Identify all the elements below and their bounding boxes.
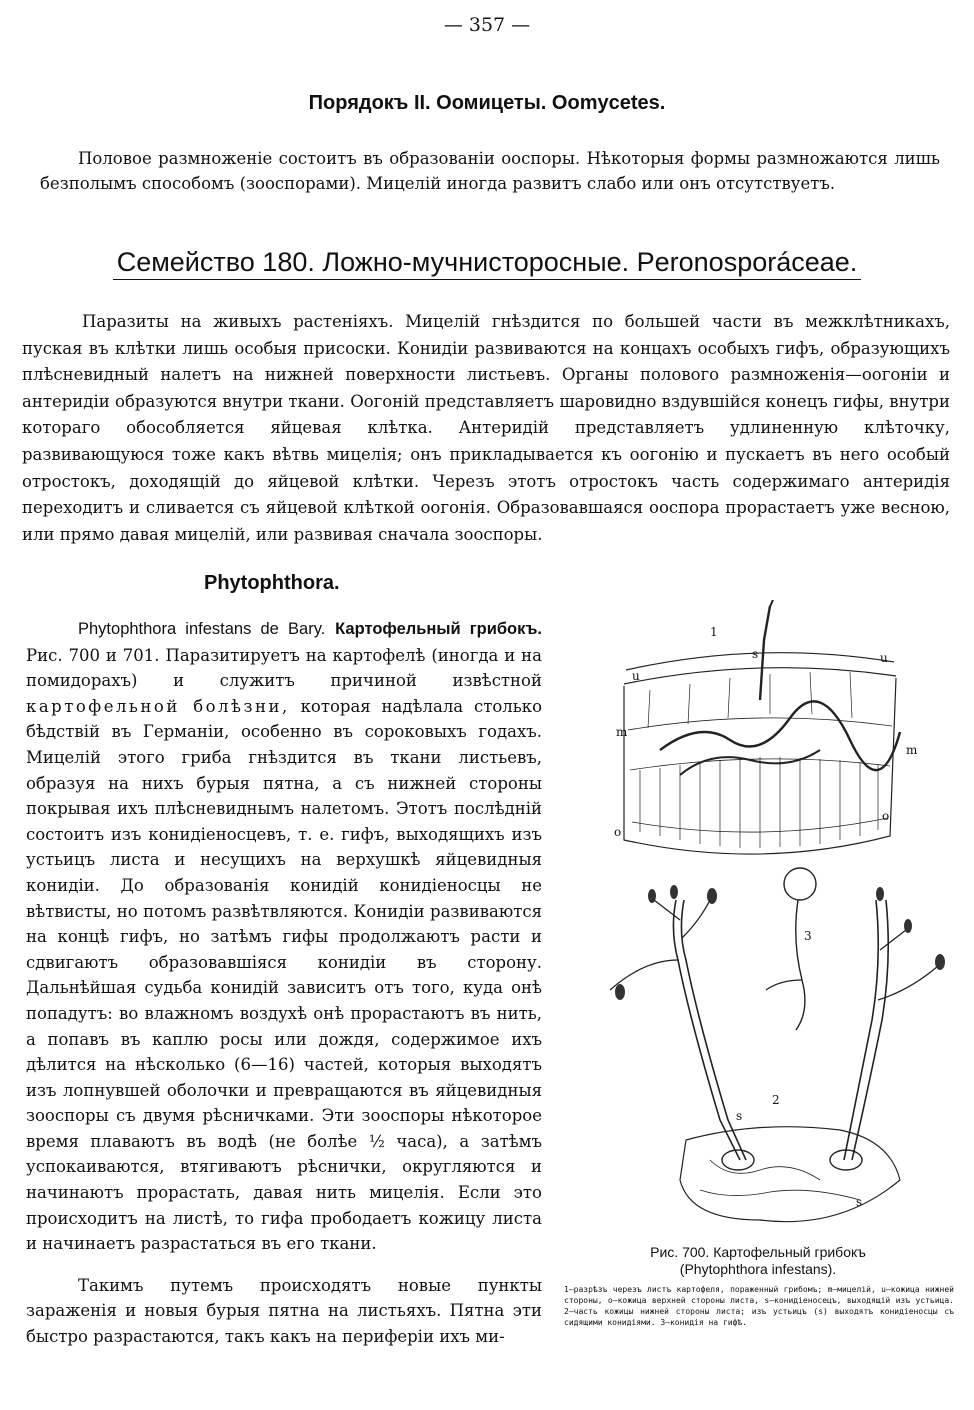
figure-legend: 1—разрѣзъ черезъ листъ картофеля, пораженный грибомъ; m—мицелій, u—кожица нижней стороны, o—кожица верхней стороны листа, s—конидіеносецъ, выходящій изъ устьица. 2—часть кожицы нижней стороны листа; изъ устьицъ (s) выходятъ конидіеносцы съ сидящими конидіями. 3—конидія на гифѣ. bbox=[564, 1285, 954, 1327]
species-text-2: которая надѣлала столько бѣдствій въ Германіи, особенно въ сороковыхъ годахъ. Мицелій этого гриба гнѣздится въ ткани листьевъ, образуя на нихъ бурыя пятна, а съ нижней стороны покрывая ихъ плѣсневиднымъ налетомъ. Этотъ послѣдній состоитъ изъ конидіеносцевъ, т. е. гифъ, выходящихъ изъ устьицъ листа и несущихъ на верхушкѣ яйцевидныя конидіи. До образованія конидій конидіеносцы не вѣтвисты, но потомъ развѣтвляются. Конидіи развиваются на концѣ гифъ, но затѣмъ гифы продолжаютъ расти и сдвигаютъ образовавшіяся конидіи въ сторону. Дальнѣйшая судьба конидій зависитъ отъ того, куда онѣ попадутъ: во влажномъ воздухѣ онѣ прорастаютъ въ нить, а попавъ въ каплю росы или дождя, содержимое ихъ дѣлится на нѣсколько (6—16) частей, которыя выходятъ изъ лопнувшей оболочки и превращаются въ яйцевидныя зооспоры съ двумя рѣсничками. Эти зооспоры нѣкоторое время плаваютъ въ водѣ (не болѣе ½ часа), а затѣмъ успокаиваются, втягиваютъ рѣснички, округляются и начинаютъ прорастать, давая нить мицелія. Если это происходитъ на листѣ, то гифа прободаетъ кожицу листа и начинаетъ разрастаться въ его ткани. bbox=[26, 696, 542, 1254]
figure-label-m-left: m bbox=[616, 725, 628, 739]
family-description-paragraph: Паразиты на живыхъ растеніяхъ. Мицелій гнѣздится по большей части въ межклѣтникахъ, пуская въ клѣтки лишь особыя присоски. Конидіи развиваются на концахъ особыхъ гифъ, образующихъ плѣсневидный налетъ на нижней поверхности листьевъ. Органы полового размноженія—оогоніи и антеридіи образуются внутри ткани. Оогоній представляетъ шаровидно вздувшійся конецъ гифы, внутри котораго обособляется яйцевая клѣтка. Антеридій представляетъ удлиненную клѣточку, развивающуюся тоже какъ вѣтвь мицелія; онъ прикладывается къ оогонію и пускаетъ въ него особый отростокъ, доходящій до яйцевой клѣтки. Черезъ этотъ отростокъ часть содержимаго антеридія переходитъ и сливается съ яйцевой клѣткой оогонія. Образовавшаяся ооспора прорастаетъ уже весною, или прямо давая мицелій, или развивая сначала зооспоры. bbox=[22, 312, 950, 544]
page-number: — 357 — bbox=[443, 14, 531, 36]
disease-name: картофельной болѣзни, bbox=[26, 696, 290, 716]
genus-heading: Phytophthora. bbox=[204, 572, 340, 594]
figure-label-o-right: o bbox=[882, 809, 890, 823]
figure-label-2: 2 bbox=[772, 1093, 780, 1107]
species-text-1: Рис. 700 и 701. Паразитируетъ на картофелѣ (иногда и на помидорахъ) и служитъ причиной извѣстной bbox=[26, 645, 542, 691]
figure-label-o-left: o bbox=[614, 825, 622, 839]
figure-label-u-left: u bbox=[632, 669, 640, 683]
species-latin-name: Phytophthora infestans de Bary. bbox=[78, 620, 326, 638]
figure-caption bbox=[560, 1244, 956, 1278]
species-paragraph-1 bbox=[26, 616, 542, 1257]
figure-700-illustration bbox=[560, 600, 960, 1240]
figure-label-u-right: u bbox=[880, 651, 888, 665]
species-common-name: Картофельный грибокъ. bbox=[335, 620, 543, 638]
species-description bbox=[26, 616, 542, 1350]
figure-label-s-bottom-left: s bbox=[736, 1109, 743, 1123]
figure-label-3: 3 bbox=[804, 929, 812, 943]
figure-caption-line-1: Рис. 700. Картофельный грибокъ bbox=[650, 1244, 866, 1260]
figure-label-s-bottom-right: s bbox=[856, 1195, 863, 1209]
figure-label-s-top: s bbox=[752, 647, 759, 661]
family-heading bbox=[0, 247, 974, 278]
figure-label-1: 1 bbox=[710, 625, 718, 639]
family-heading-text: Семейство 180. Ложно-мучнисторосные. Peronosporáceae. bbox=[113, 247, 862, 280]
figure-label-m-right: m bbox=[906, 743, 918, 757]
species-paragraph-2: Такимъ путемъ происходятъ новые пункты зараженія и новыя бурыя пятна на листьяхъ. Пятна эти быстро разрастаются, такъ какъ на периферіи ихъ ми- bbox=[26, 1275, 542, 1347]
order-intro-paragraph: Половое размноженіе состоитъ въ образованіи ооспоры. Нѣкоторыя формы размножаются лишь безполымъ способомъ (зооспорами). Мицелій иногда развитъ слабо или онъ отсутствуетъ. bbox=[40, 149, 940, 193]
figure-caption-line-2: (Phytophthora infestans). bbox=[679, 1261, 837, 1277]
order-heading: Порядокъ II. Оомицеты. Oomycetes. bbox=[308, 92, 666, 114]
